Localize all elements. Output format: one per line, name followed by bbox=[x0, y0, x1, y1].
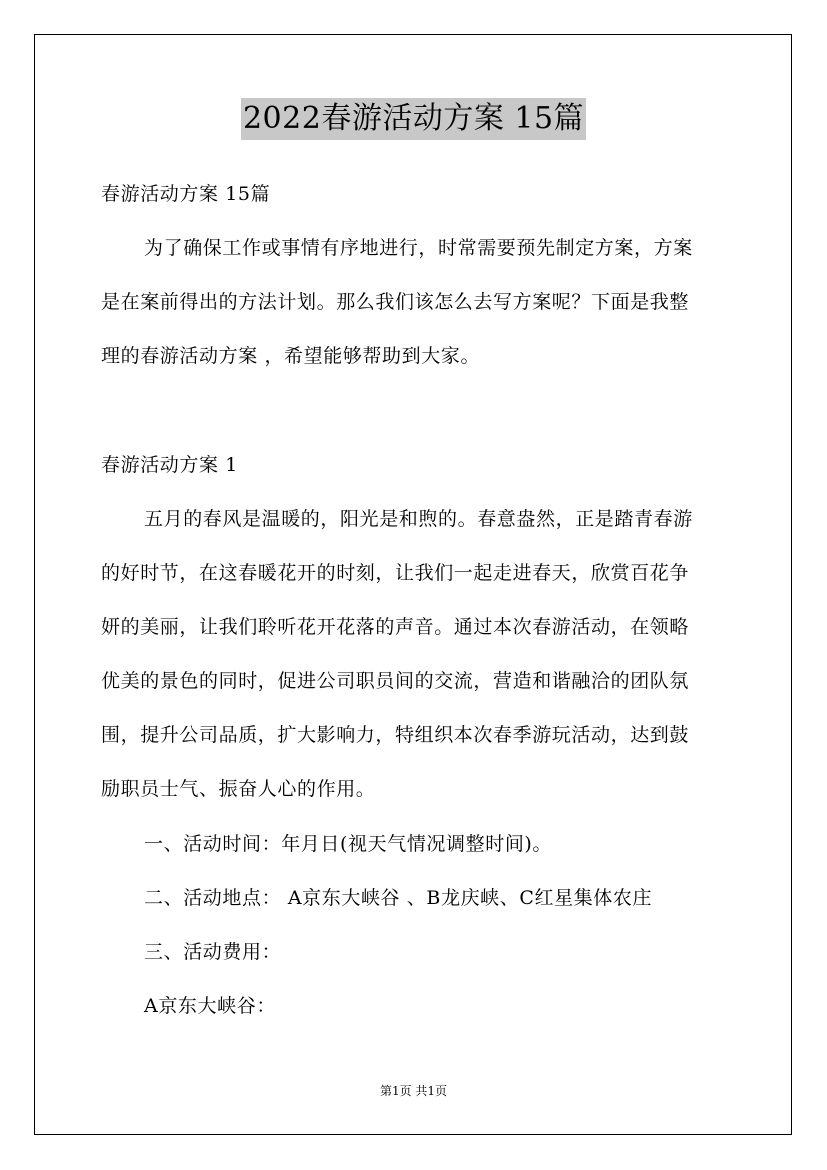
page-number-footer: 第1页 共1页 bbox=[379, 1084, 448, 1098]
section1-line-4: 优美的景色的同时，促进公司职员间的交流，营造和谐融洽的团队氛 bbox=[101, 670, 690, 692]
intro-line-1: 为了确保工作或事情有序地进行，时常需要预先制定方案，方案 bbox=[144, 237, 693, 259]
section1-line-3: 妍的美丽，让我们聆听花开花落的声音。通过本次春游活动，在领略 bbox=[101, 616, 690, 638]
section1-heading: 春游活动方案 1 bbox=[101, 454, 238, 476]
section1-line-5: 围，提升公司品质，扩大影响力，特组织本次春季游玩活动，达到鼓 bbox=[101, 724, 690, 746]
document-title-row bbox=[0, 98, 827, 140]
section1-line-1: 五月的春风是温暖的，阳光是和煦的。春意盎然，正是踏青春游 bbox=[144, 508, 693, 530]
document-title: 2022春游活动方案 15篇 bbox=[241, 98, 586, 140]
item-place: 二、活动地点： A京东大峡谷 、B龙庆峡、C红星集体农庄 bbox=[144, 887, 653, 909]
item-time: 一、活动时间：年月日(视天气情况调整时间)。 bbox=[144, 833, 553, 855]
intro-line-3: 理的春游活动方案 ，希望能够帮助到大家。 bbox=[101, 345, 481, 367]
item-cost: 三、活动费用： bbox=[144, 941, 282, 963]
intro-line-2: 是在案前得出的方法计划。那么我们该怎么去写方案呢？下面是我整 bbox=[101, 291, 690, 313]
section1-line-6: 励职员士气、振奋人心的作用。 bbox=[101, 778, 376, 800]
section1-line-2: 的好时节，在这春暖花开的时刻，让我们一起走进春天，欣赏百花争 bbox=[101, 562, 690, 584]
item-cost-a: A京东大峡谷： bbox=[144, 995, 276, 1017]
document-subtitle: 春游活动方案 15篇 bbox=[101, 183, 271, 205]
